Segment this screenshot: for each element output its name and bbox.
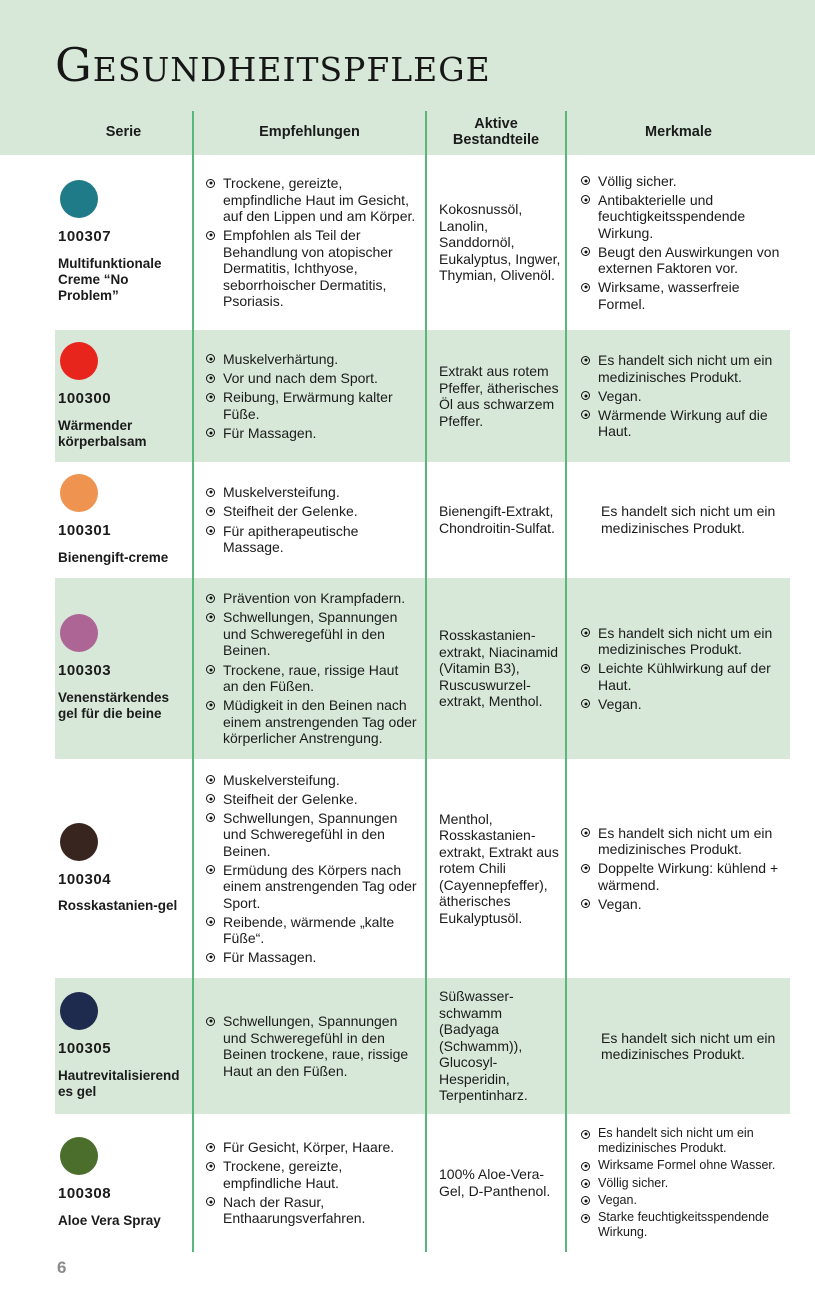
- target-bullet-icon: [206, 393, 215, 402]
- bestandteile-cell: [425, 1114, 565, 1252]
- product-code: 100303: [58, 662, 112, 680]
- list-item: [581, 1030, 784, 1063]
- list-item-text: Es handelt sich nicht um ein medizinisches Produkt.: [598, 1126, 754, 1156]
- list-item-text: Es handelt sich nicht um ein medizinisches Produkt.: [598, 352, 773, 385]
- serie-cell: [55, 978, 192, 1114]
- target-bullet-icon: [206, 354, 215, 363]
- list-item-text: Muskelversteifung.: [223, 484, 340, 501]
- list-item: [581, 660, 784, 693]
- table-row: [55, 1114, 790, 1252]
- merkmale-cell: [565, 978, 790, 1114]
- list-item-text: Doppelte Wirkung: kühlend + wärmend.: [598, 860, 779, 893]
- target-bullet-icon: [581, 247, 590, 256]
- column-header-aktive-bestandteile: Aktive Bestandteile: [425, 111, 565, 155]
- product-table-body: [55, 155, 790, 1252]
- target-bullet-icon: [206, 613, 215, 622]
- list-item-text: Für Massagen.: [223, 424, 317, 441]
- list-item-text: Nach der Rasur, Enthaarungsverfahren.: [223, 1193, 366, 1227]
- list-item-text: Völlig sicher.: [598, 172, 677, 189]
- target-bullet-icon: [206, 1143, 215, 1152]
- list-item-text: Vegan.: [598, 695, 642, 712]
- list-item: [581, 407, 784, 440]
- empfehlungen-list: [206, 482, 417, 558]
- target-bullet-icon: [581, 356, 590, 365]
- serie-cell: [55, 1114, 192, 1252]
- table-row: [55, 330, 790, 462]
- list-item: [581, 244, 784, 277]
- target-bullet-icon: [206, 507, 215, 516]
- bestandteile-cell: [425, 330, 565, 462]
- merkmale-cell: [565, 155, 790, 330]
- list-item-text: Müdigkeit in den Beinen nach einem anstrengenden Tag oder körperlicher Anstrengung.: [223, 697, 417, 747]
- merkmale-list: [581, 1124, 784, 1242]
- list-item: [581, 696, 784, 713]
- column-header-merkmale: Merkmale: [565, 111, 790, 155]
- page-number: 6: [57, 1258, 67, 1278]
- merkmale-list: [581, 822, 784, 915]
- product-code: 100300: [58, 390, 112, 407]
- bestandteile-cell: [425, 759, 565, 978]
- merkmale-list: [581, 501, 784, 539]
- target-bullet-icon: [581, 410, 590, 419]
- list-item: [206, 484, 417, 501]
- list-item: [581, 352, 784, 385]
- empfehlungen-list: [206, 769, 417, 968]
- list-item: [581, 192, 784, 242]
- target-bullet-icon: [581, 664, 590, 673]
- target-bullet-icon: [581, 1214, 590, 1223]
- table-row: [55, 978, 790, 1114]
- page-title-rest: ESUNDHEITSPFLEGE: [92, 50, 491, 89]
- target-bullet-icon: [206, 1017, 215, 1026]
- target-bullet-icon: [206, 231, 215, 240]
- list-item-text: Schwellungen, Spannungen und Schweregefühl in den Beinen.: [223, 809, 398, 859]
- target-bullet-icon: [581, 899, 590, 908]
- list-item: [581, 1176, 784, 1191]
- list-item-text: Für Gesicht, Körper, Haare.: [223, 1139, 395, 1156]
- list-item: [206, 351, 417, 368]
- list-item: [206, 523, 417, 556]
- empfehlungen-list: [206, 173, 417, 313]
- target-bullet-icon: [206, 374, 215, 383]
- list-item: [206, 697, 417, 747]
- list-item: [206, 609, 417, 659]
- serie-cell: [55, 330, 192, 462]
- table-row: [55, 578, 790, 759]
- product-name: Rosskastanien-gel: [58, 898, 178, 914]
- list-item: [206, 503, 417, 520]
- list-item-text: Trockene, raue, rissige Haut an den Füßen.: [223, 661, 399, 695]
- list-item: [206, 425, 417, 442]
- target-bullet-icon: [581, 1179, 590, 1188]
- list-item-text: Wärmende Wirkung auf die Haut.: [598, 406, 768, 440]
- target-bullet-icon: [206, 701, 215, 710]
- target-bullet-icon: [206, 1162, 215, 1171]
- target-bullet-icon: [581, 864, 590, 873]
- target-bullet-icon: [206, 775, 215, 784]
- merkmale-list: [581, 170, 784, 315]
- list-item-text: Trockene, gereizte, empfindliche Haut.: [223, 1158, 343, 1191]
- list-item: [206, 1013, 417, 1079]
- target-bullet-icon: [581, 391, 590, 400]
- empfehlungen-list: [206, 348, 417, 443]
- list-item: [206, 662, 417, 695]
- list-item: [206, 1158, 417, 1191]
- table-row: [55, 759, 790, 978]
- product-name: Multifunktionale Creme “No Problem”: [58, 256, 162, 304]
- list-item: [581, 279, 784, 312]
- empfehlungen-cell: [192, 978, 425, 1114]
- list-item: [206, 370, 417, 387]
- list-item-text: Reibende, wärmende „kalte Füße“.: [223, 913, 395, 947]
- target-bullet-icon: [206, 428, 215, 437]
- page-header-band: [0, 0, 815, 155]
- target-bullet-icon: [206, 179, 215, 188]
- serie-cell: [55, 462, 192, 578]
- list-item-text: Es handelt sich nicht um ein medizinisches Produkt.: [598, 624, 773, 658]
- list-item: [581, 860, 784, 893]
- empfehlungen-cell: [192, 462, 425, 578]
- bestandteile-text: Menthol, Rosskastanien-extrakt, Extrakt aus rotem Chili (Cayennepfeffer), ätherisches Eukalyptusöl.: [439, 810, 559, 926]
- merkmale-list: [581, 622, 784, 715]
- list-item: [206, 175, 417, 225]
- empfehlungen-list: [206, 1137, 417, 1230]
- target-bullet-icon: [581, 283, 590, 292]
- list-item-text: Vegan.: [598, 1192, 637, 1207]
- list-item: [581, 503, 784, 536]
- target-bullet-icon: [581, 1130, 590, 1139]
- list-item-text: Steifheit der Gelenke.: [223, 790, 358, 807]
- column-header-serie: Serie: [105, 124, 142, 141]
- product-code: 100304: [58, 870, 112, 888]
- merkmale-cell: [565, 578, 790, 759]
- list-item-text: Es handelt sich nicht um ein medizinisches Produkt.: [601, 503, 776, 536]
- target-bullet-icon: [206, 813, 215, 822]
- product-name: Venenstärkendes gel für die beine: [58, 690, 170, 722]
- product-name: Hautrevitalisierendes gel: [58, 1067, 180, 1099]
- list-item: [206, 389, 417, 422]
- column-header-empfehlungen: Empfehlungen: [192, 111, 425, 155]
- bestandteile-text: Süßwasser-schwamm (Badyaga (Schwamm)), Glucosyl-Hesperidin, Terpentinharz.: [439, 988, 528, 1104]
- list-item-text: Für apitherapeutische Massage.: [223, 522, 359, 556]
- list-item-text: Für Massagen.: [223, 949, 317, 966]
- bestandteile-text: Kokosnussöl, Lanolin, Sanddornöl, Eukalyptus, Ingwer, Thymian, Olivenöl.: [439, 201, 561, 284]
- bestandteile-cell: [425, 578, 565, 759]
- page-title-initial: G: [55, 38, 93, 92]
- list-item-text: Beugt den Auswirkungen von externen Faktoren vor.: [598, 243, 780, 277]
- list-item: [206, 862, 417, 912]
- list-item-text: Wirksame Formel ohne Wasser.: [598, 1158, 776, 1173]
- list-item: [581, 388, 784, 405]
- list-item-text: Antibakterielle und feuchtigkeitsspendende Wirkung.: [598, 191, 746, 241]
- green-dot-icon: [60, 1137, 98, 1175]
- list-item-text: Ermüdung des Körpers nach einem anstrengenden Tag oder Sport.: [223, 861, 417, 911]
- empfehlungen-cell: [192, 330, 425, 462]
- target-bullet-icon: [206, 865, 215, 874]
- list-item: [206, 810, 417, 860]
- empfehlungen-cell: [192, 1114, 425, 1252]
- list-item: [206, 1194, 417, 1227]
- target-bullet-icon: [206, 917, 215, 926]
- list-item: [206, 914, 417, 947]
- list-item-text: Schwellungen, Spannungen und Schweregefühl in den Beinen.: [223, 609, 398, 659]
- bestandteile-cell: [425, 462, 565, 578]
- teal-dot-icon: [60, 180, 98, 218]
- bestandteile-text: Rosskastanien-extrakt, Niacinamid (Vitamin B3), Ruscuswurzel-extrakt, Menthol.: [439, 627, 559, 710]
- list-item: [581, 625, 784, 658]
- list-item: [581, 1158, 784, 1173]
- list-item-text: Steifheit der Gelenke.: [223, 503, 358, 520]
- list-item-text: Vegan.: [598, 895, 642, 912]
- list-item: [581, 1193, 784, 1208]
- bestandteile-text: Extrakt aus rotem Pfeffer, ätherisches Öl aus schwarzem Pfeffer.: [439, 363, 559, 429]
- mauve-dot-icon: [60, 614, 98, 652]
- bestandteile-cell: [425, 155, 565, 330]
- list-item: [206, 590, 417, 607]
- list-item-text: Muskelverhärtung.: [223, 350, 339, 367]
- brown-dot-icon: [60, 823, 98, 861]
- list-item-text: Empfohlen als Teil der Behandlung von atopischer Dermatitis, Ichthyose, seborrhoischer Dermatitis, Psoriasis.: [223, 227, 393, 310]
- table-header-row: [55, 111, 790, 155]
- list-item: [581, 825, 784, 858]
- list-item-text: Trockene, gereizte, empfindliche Haut im Gesicht, auf den Lippen und am Körper.: [223, 175, 416, 225]
- target-bullet-icon: [206, 953, 215, 962]
- product-code: 100307: [58, 228, 112, 246]
- empfehlungen-list: [206, 1011, 417, 1082]
- serie-cell: [55, 759, 192, 978]
- merkmale-list: [581, 350, 784, 443]
- list-item-text: Es handelt sich nicht um ein medizinisches Produkt.: [598, 824, 773, 858]
- list-item: [581, 896, 784, 913]
- list-item-text: Starke feuchtigkeitsspendende Wirkung.: [598, 1210, 769, 1239]
- target-bullet-icon: [206, 1197, 215, 1206]
- product-code: 100301: [58, 522, 112, 540]
- list-item: [581, 1210, 784, 1240]
- bestandteile-text: Bienengift-Extrakt, Chondroitin-Sulfat.: [439, 503, 555, 536]
- list-item-text: Wirksame, wasserfreie Formel.: [598, 279, 740, 312]
- list-item-text: Reibung, Erwärmung kalter Füße.: [223, 389, 393, 422]
- target-bullet-icon: [206, 594, 215, 603]
- target-bullet-icon: [581, 1162, 590, 1171]
- target-bullet-icon: [581, 176, 590, 185]
- list-item-text: Es handelt sich nicht um ein medizinisches Produkt.: [601, 1029, 776, 1063]
- list-item-text: Schwellungen, Spannungen und Schweregefühl in den Beinen trockene, raue, rissige Haut an den Füßen.: [223, 1013, 409, 1079]
- orange-dot-icon: [60, 474, 98, 512]
- target-bullet-icon: [581, 828, 590, 837]
- list-item-text: Leichte Kühlwirkung auf der Haut.: [598, 660, 771, 693]
- list-item-text: Völlig sicher.: [598, 1175, 669, 1190]
- list-item: [206, 772, 417, 789]
- merkmale-cell: [565, 330, 790, 462]
- serie-cell: [55, 155, 192, 330]
- target-bullet-icon: [206, 794, 215, 803]
- target-bullet-icon: [206, 488, 215, 497]
- red-dot-icon: [60, 342, 98, 380]
- list-item: [206, 949, 417, 966]
- list-item-text: Vor und nach dem Sport.: [223, 370, 378, 386]
- merkmale-cell: [565, 1114, 790, 1252]
- list-item: [206, 1139, 417, 1156]
- list-item-text: Vegan.: [598, 387, 642, 404]
- product-name: Bienengift-creme: [58, 549, 169, 565]
- product-name: Wärmender körperbalsam: [58, 417, 147, 449]
- list-item: [581, 173, 784, 190]
- empfehlungen-cell: [192, 759, 425, 978]
- list-item-text: Prävention von Krampfadern.: [223, 590, 406, 607]
- list-item: [581, 1126, 784, 1156]
- product-code: 100305: [58, 1040, 112, 1058]
- list-item: [206, 791, 417, 808]
- merkmale-list: [581, 1027, 784, 1065]
- list-item-text: Muskelversteifung.: [223, 771, 340, 788]
- table-row: [55, 155, 790, 330]
- bestandteile-text: 100% Aloe-Vera-Gel, D-Panthenol.: [439, 1166, 551, 1199]
- navy-dot-icon: [60, 992, 98, 1030]
- empfehlungen-cell: [192, 578, 425, 759]
- target-bullet-icon: [581, 195, 590, 204]
- product-name: Aloe Vera Spray: [58, 1212, 161, 1228]
- table-row: [55, 462, 790, 578]
- page-footer: [0, 1252, 815, 1308]
- empfehlungen-list: [206, 588, 417, 749]
- serie-cell: [55, 578, 192, 759]
- target-bullet-icon: [206, 526, 215, 535]
- target-bullet-icon: [581, 1196, 590, 1205]
- target-bullet-icon: [581, 699, 590, 708]
- merkmale-cell: [565, 462, 790, 578]
- target-bullet-icon: [206, 665, 215, 674]
- bestandteile-cell: [425, 978, 565, 1114]
- page-title: [55, 38, 491, 92]
- product-code: 100308: [58, 1185, 112, 1203]
- empfehlungen-cell: [192, 155, 425, 330]
- target-bullet-icon: [581, 628, 590, 637]
- merkmale-cell: [565, 759, 790, 978]
- list-item: [206, 227, 417, 310]
